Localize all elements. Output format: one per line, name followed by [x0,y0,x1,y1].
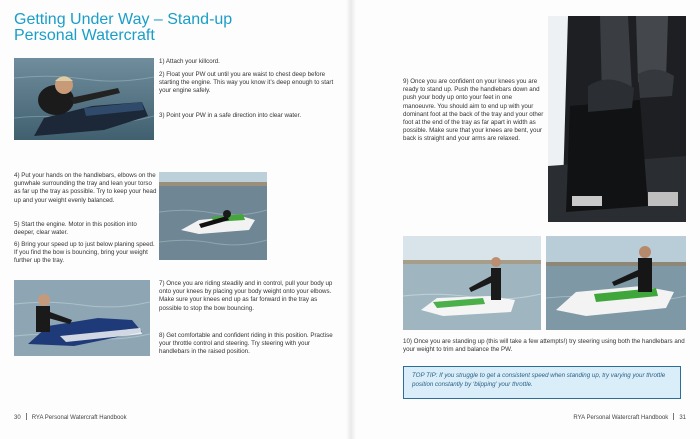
page-title-line-1: Getting Under Way – Stand-up [14,11,233,28]
photo-rider-standing [403,236,541,330]
step-4: 4) Put your hands on the handlebars, elbows on the gunwhale surrounding the tray and lean your torso as far up the tray as possible. Try to keep your head up and your weight evenly balanced. [14,172,157,204]
footer-right [573,413,686,421]
step-10: 10) Once you are standing up (this will take a few attempts!) try steering using both the handlebars and your weight to trim and balance the PW. [403,338,685,354]
step-9: 9) Once you are confident on your knees you are ready to stand up. Push the handlebars down and push your body up onto your feet in one manoeuvre. You should aim to end up with your dominant foot at the back of the tray and your other foot at the end of the tray as far apart in width as possible. Make sure that your knees are bent, your back is straight and your arms are relaxed. [403,78,544,143]
step-6: 6) Bring your speed up to just below planing speed. If you find the bow is bouncing, bring your weight further up the tray. [14,241,155,265]
step-2: 2) Float your PW out until you are waist to chest deep before starting the engine. This way you know it’s deep enough to start your engine safely. [159,71,334,95]
top-tip-text: TOP TIP: If you struggle to get a consistent speed when standing up, try varying your throttle position constantly by ‘blipping’ your throttle. [412,372,666,388]
footer-divider [673,413,674,420]
page-title [14,12,314,44]
page-title-line-2: Personal Watercraft [14,27,155,44]
page-number-right: 31 [679,415,686,421]
step-7: 7) Once you are riding steadily and in control, pull your body up onto your knees by placing your body weight onto your elbows. Make sure your knees end up as far forward in the tray as possible to stop the bow bouncing. [159,280,333,312]
photo-rider-steering [546,236,686,330]
step-5: 5) Start the engine. Motor in this position into deeper, clear water. [14,221,137,237]
photo-rider-lying-on-tray [159,172,267,260]
footer-divider [26,413,27,420]
photo-feet-on-tray [548,16,686,222]
step-8: 8) Get comfortable and confident riding in this position. Practise your throttle control and steering. Try steering with your handlebars in the raised position. [159,332,333,356]
footer-book-title-left: RYA Personal Watercraft Handbook [31,415,127,421]
footer-left [14,413,127,421]
photo-rider-floating [14,58,154,140]
step-3: 3) Point your PW in a safe direction into clear water. [159,112,302,119]
photo-rider-kneeling [14,280,150,356]
footer-book-title-right: RYA Personal Watercraft Handbook [573,415,669,421]
step-1: 1) Attach your killcord. [159,58,220,65]
top-tip-box [403,366,681,399]
page-number-left: 30 [14,415,21,421]
page-gutter [346,0,356,439]
